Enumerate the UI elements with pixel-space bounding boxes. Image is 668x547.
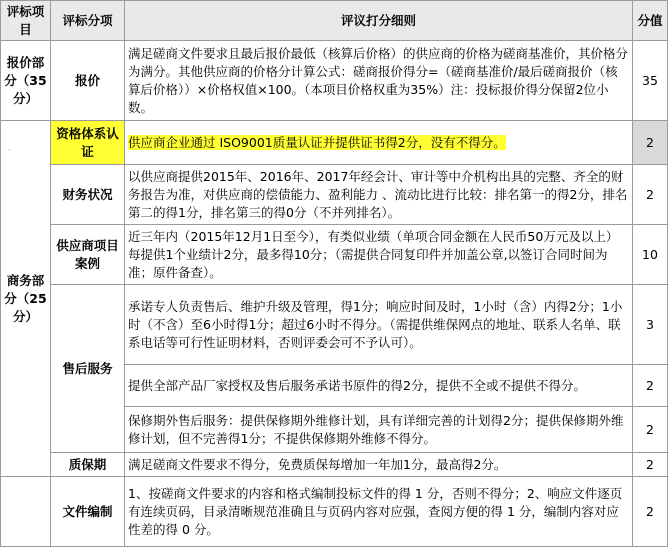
detail-after-sales-3: 保修期外售后服务：提供保修期外维修计划，具有详细完善的计划得2分；提供保修期外维修计划，但不完善得1分；不提供保修期外维修不得分。 — [125, 407, 633, 453]
header-score: 分值 — [633, 1, 668, 41]
item-finance: 财务状况 — [51, 165, 125, 225]
detail-price: 满足磋商文件要求且最后报价最低（核算后价格）的供应商的价格为磋商基准价，其价格分为满分。其他供应商的价格分计算公式：磋商报价得分=（磋商基准价/最后磋商报价（核算后价格））×价格权值×100。（本项目价格权重为35%）注：投标报价得分保留2位小数。 — [125, 41, 633, 121]
detail-finance: 以供应商提供2015年、2016年、2017年经会计、审计等中介机构出具的完整、齐全的财务报告为准，对供应商的偿债能力、盈利能力 、流动比进行比较：排名第一的得2分，排名第二的得1分，排名第三的得0分（不并列排名）。 — [125, 165, 633, 225]
score-after-sales-1: 3 — [633, 285, 668, 365]
detail-qualification-cell — [125, 121, 633, 165]
header-eval-project: 评标项目 — [1, 1, 51, 41]
table-row — [1, 41, 668, 121]
score-price: 35 — [633, 41, 668, 121]
category-empty — [1, 477, 51, 547]
score-after-sales-3: 2 — [633, 407, 668, 453]
item-price: 报价 — [51, 41, 125, 121]
detail-document: 1、按磋商文件要求的内容和格式编制投标文件的得 1 分，否则不得分；2、响应文件逐页有连续页码，目录清晰规范准确且与页码内容对应强，查阅方便的得 1 分，编制内容对应性差的得 0 分。 — [125, 477, 633, 547]
margin-dot: · — [8, 146, 11, 156]
score-after-sales-2: 2 — [633, 365, 668, 407]
score-qualification: 2 — [633, 121, 668, 165]
item-qualification: 资格体系认证 — [51, 121, 125, 165]
header-row — [1, 1, 668, 41]
header-eval-item: 评标分项 — [51, 1, 125, 41]
score-finance: 2 — [633, 165, 668, 225]
header-scoring-rules: 评议打分细则 — [125, 1, 633, 41]
item-warranty: 质保期 — [51, 453, 125, 477]
score-document: 2 — [633, 477, 668, 547]
detail-after-sales-1: 承诺专人负责售后、维护升级及管理，得1分；响应时间及时，1小时（含）内得2分；1小时（不含）至6小时得1分；超过6小时不得分。（需提供维保网点的地址、联系人名单、联系电话等可行性证明材料，否则评委会可不予认可）。 — [125, 285, 633, 365]
category-price: 报价部分（35分） — [1, 41, 51, 121]
table-row — [1, 453, 668, 477]
detail-qualification: 供应商企业通过 ISO9001质量认证并提供证书得2分，没有不得分。 — [128, 134, 506, 150]
detail-after-sales-2: 提供全部产品厂家授权及售后服务承诺书原件的得2分，提供不全或不提供不得分。 — [125, 365, 633, 407]
detail-warranty: 满足磋商文件要求不得分，免费质保每增加一年加1分，最高得2分。 — [125, 453, 633, 477]
table-row — [1, 165, 668, 225]
category-business: 商务部分（25分） — [1, 121, 51, 477]
score-warranty: 2 — [633, 453, 668, 477]
item-document: 文件编制 — [51, 477, 125, 547]
table-row — [1, 285, 668, 365]
table-row — [1, 477, 668, 547]
detail-project-case: 近三年内（2015年12月1日至今），有类似业绩（单项合同金额在人民币50万元及以上）每提供1个业绩计2分，最多得10分；（需提供合同复印件并加盖公章,以签订合同时间为准；原件备查）。 — [125, 225, 633, 285]
score-project-case: 10 — [633, 225, 668, 285]
item-project-case: 供应商项目案例 — [51, 225, 125, 285]
table-row — [1, 225, 668, 285]
item-after-sales: 售后服务 — [51, 285, 125, 453]
table-row — [1, 121, 668, 165]
